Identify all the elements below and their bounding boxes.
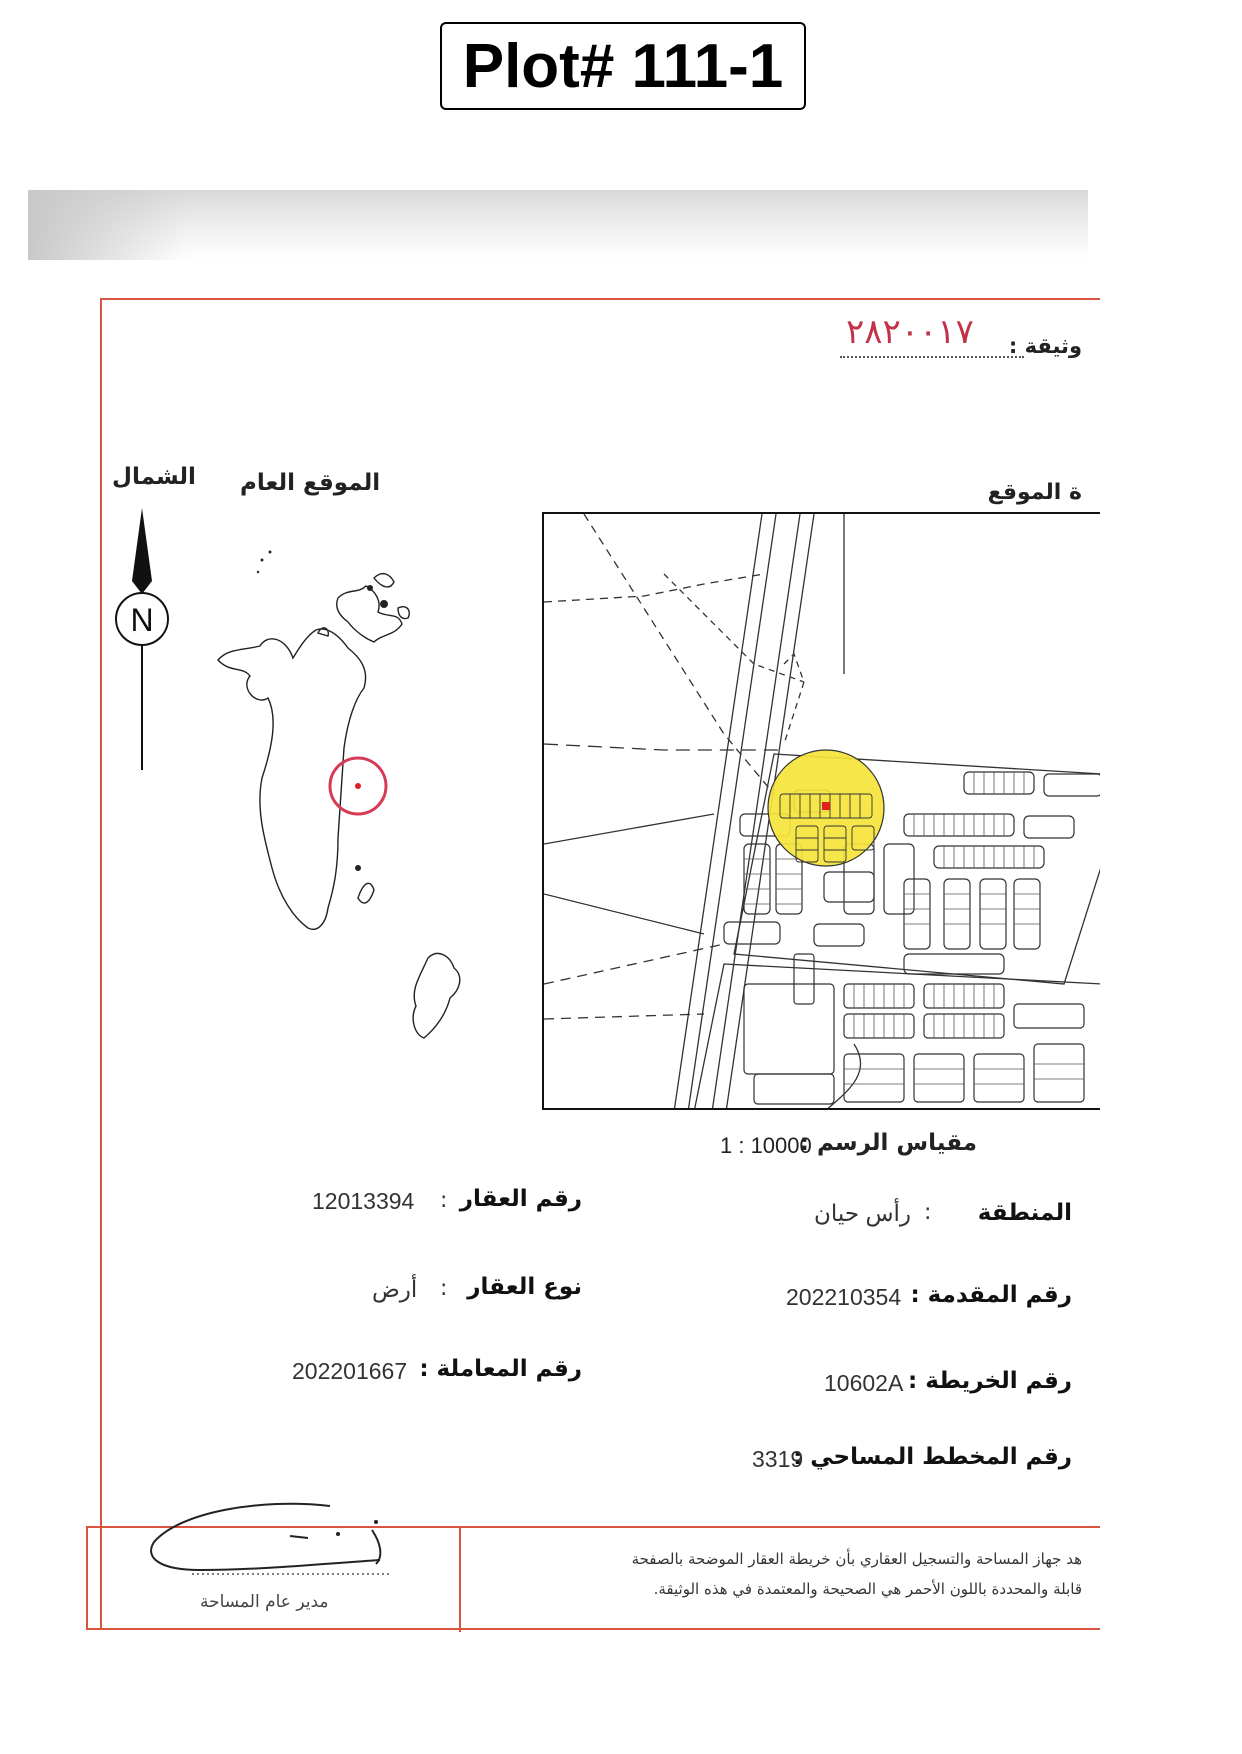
region-label: المنطقة	[977, 1200, 1072, 1226]
scale-label: مقياس الرسم :	[799, 1130, 977, 1156]
general-location-heading: الموقع العام	[240, 470, 381, 496]
plot-title: Plot# 111-1	[440, 22, 806, 110]
footer-divider	[459, 1526, 461, 1632]
property-number-value: 12013394	[312, 1188, 415, 1214]
footer-bottom-line	[86, 1628, 1100, 1630]
country-outline-icon	[198, 538, 488, 1068]
north-arrow-icon	[112, 506, 172, 776]
signer-title: مدير عام المساحة	[200, 1592, 329, 1612]
north-letter: N	[130, 602, 154, 638]
scan-shadow	[28, 190, 1088, 260]
location-map-drawing	[544, 514, 1100, 1110]
north-heading: الشمال	[112, 464, 196, 490]
property-type-colon: :	[440, 1276, 448, 1301]
region-colon: :	[924, 1200, 932, 1225]
footer-left-line	[86, 1526, 88, 1630]
property-number-label: رقم العقار	[459, 1186, 582, 1212]
map-number-value: 10602A	[824, 1370, 904, 1396]
document-number-handwritten: ٢٨٢٠٠١٧	[846, 312, 974, 352]
certification-line-2: قابلة والمحددة باللون الأحمر هي الصحيحة والمعتمدة في هذه الوثيقة.	[653, 1580, 1082, 1598]
document-number-label: وثيقة :	[1008, 334, 1082, 358]
signature-icon	[140, 1494, 420, 1594]
transaction-number-label: رقم المعاملة :	[419, 1356, 582, 1382]
scale-value: 1 : 10000	[720, 1133, 812, 1158]
survey-plan-value: 3319	[752, 1446, 804, 1472]
survey-plan-label: رقم المخطط المساحي :	[793, 1444, 1072, 1470]
transaction-number-value: 202201667	[292, 1358, 408, 1384]
region-value: رأس حيان	[814, 1200, 912, 1226]
location-map-heading: ة الموقع	[987, 480, 1082, 505]
certification-line-1: هد جهاز المساحة والتسجيل العقاري بأن خريطة العقار الموضحة بالصفحة	[631, 1550, 1082, 1568]
application-number-value: 202210354	[786, 1284, 902, 1310]
plot-marker	[822, 802, 830, 810]
location-map	[542, 512, 1100, 1110]
property-number-colon: :	[440, 1188, 448, 1213]
property-type-label: نوع العقار	[467, 1274, 582, 1300]
document-number-dotted-line	[840, 356, 1024, 358]
map-number-label: رقم الخريطة :	[908, 1368, 1072, 1394]
application-number-label: رقم المقدمة :	[910, 1282, 1072, 1308]
property-type-value: أرض	[372, 1276, 418, 1302]
